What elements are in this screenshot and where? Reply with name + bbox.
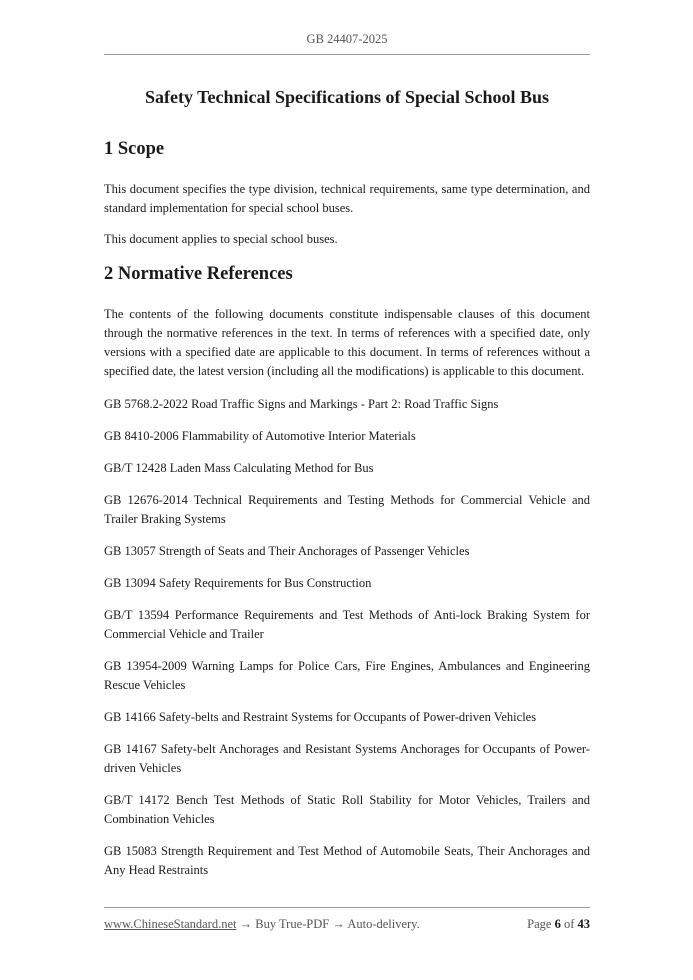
reference-item: GB 14167 Safety-belt Anchorages and Resistant Systems Anchorages for Occupants of Power-driven Vehicles	[104, 742, 590, 775]
section-normative-references	[104, 263, 590, 381]
buy-true-pdf-text: Buy True-PDF	[255, 917, 330, 931]
reference-item: GB 13057 Strength of Seats and Their Anchorages of Passenger Vehicles	[104, 544, 470, 558]
section-heading: 2 Normative References	[104, 264, 293, 284]
page-current: 6	[554, 917, 561, 931]
reference-list	[104, 395, 590, 880]
page-footer	[104, 917, 590, 932]
page-label: Page	[527, 917, 552, 931]
footer-divider	[104, 907, 590, 908]
section-heading: 1 Scope	[104, 139, 165, 159]
page-of: of	[563, 917, 575, 931]
auto-delivery-text: Auto-delivery.	[347, 917, 420, 931]
page-total: 43	[577, 917, 590, 931]
reference-item: GB 12676-2014 Technical Requirements and Testing Methods for Commercial Vehicle and Trailer Braking Systems	[104, 493, 590, 526]
arrow-icon: →	[332, 917, 345, 931]
website-link[interactable]: www.ChineseStandard.net	[104, 917, 237, 931]
paragraph: This document applies to special school buses.	[104, 232, 338, 246]
reference-item: GB 8410-2006 Flammability of Automotive Interior Materials	[104, 429, 416, 443]
page-content	[104, 86, 590, 893]
page-indicator	[527, 917, 590, 932]
header-divider	[104, 54, 590, 55]
arrow-icon: →	[239, 917, 253, 931]
section-scope	[104, 138, 590, 249]
document-title: Safety Technical Specifications of Special School Bus	[144, 87, 550, 107]
reference-item: GB/T 14172 Bench Test Methods of Static Roll Stability for Motor Vehicles, Trailers and Combination Vehicles	[104, 793, 590, 826]
paragraph: The contents of the following documents constitute indispensable clauses of this document through the normative references in the text. In terms of references with a specified date, only versions with a specified date are applicable to this document. In terms of references without a specified date, the latest version (including all the modifications) is applicable to this document.	[104, 307, 590, 378]
reference-item: GB 13094 Safety Requirements for Bus Construction	[104, 576, 372, 590]
footer-links	[104, 917, 420, 932]
reference-item: GB 5768.2-2022 Road Traffic Signs and Markings - Part 2: Road Traffic Signs	[104, 397, 499, 411]
reference-item: GB 13954-2009 Warning Lamps for Police Cars, Fire Engines, Ambulances and Engineering Rescue Vehicles	[104, 659, 590, 692]
reference-item: GB 14166 Safety-belts and Restraint Systems for Occupants of Power-driven Vehicles	[104, 710, 537, 724]
paragraph: This document specifies the type division, technical requirements, same type determination, and standard implementation for special school buses.	[104, 182, 590, 215]
reference-item: GB 15083 Strength Requirement and Test Method of Automobile Seats, Their Anchorages and Any Head Restraints	[104, 844, 590, 877]
running-header: GB 24407-2025	[306, 32, 388, 46]
reference-item: GB/T 13594 Performance Requirements and Test Methods of Anti-lock Braking System for Commercial Vehicle and Trailer	[104, 608, 590, 641]
reference-item: GB/T 12428 Laden Mass Calculating Method for Bus	[104, 461, 374, 475]
